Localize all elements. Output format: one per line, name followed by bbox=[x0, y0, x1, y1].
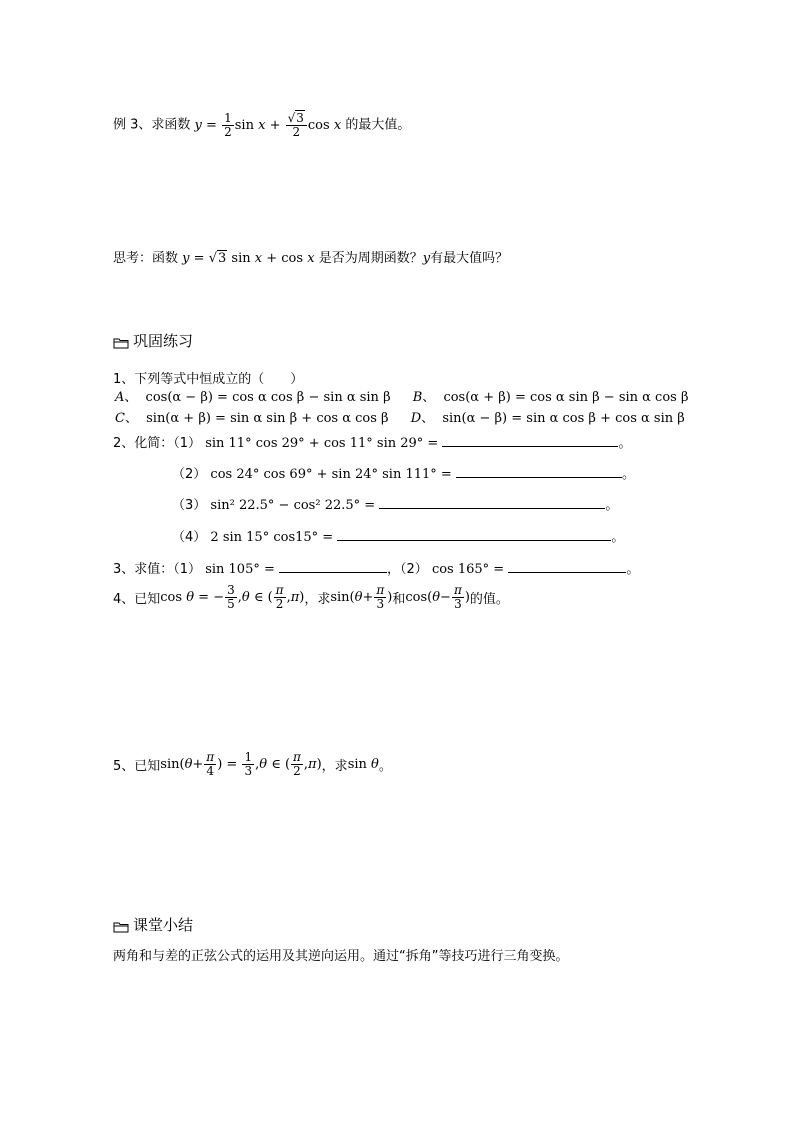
answer-blank[interactable] bbox=[279, 560, 387, 573]
q2-expr-3: sin² 22.5° − cos² 22.5° = bbox=[210, 498, 376, 513]
q1-stem: 1、下列等式中恒成立的（ ） bbox=[113, 372, 304, 387]
q3: 3、求值：（1） sin 105° = ，（2） cos 165° = 。 bbox=[113, 562, 640, 577]
q1-opt-c: sin(α + β) = sin α sin β + cos α cos β bbox=[146, 411, 389, 426]
section-heading-summary bbox=[113, 914, 193, 935]
think-suffix-var: y bbox=[422, 251, 431, 266]
q2-expr-4: 2 sin 15° cos15° = bbox=[210, 530, 334, 545]
answer-blank[interactable] bbox=[379, 496, 605, 509]
answer-blank[interactable] bbox=[337, 528, 611, 541]
q2-stem: 2、化简： bbox=[113, 436, 174, 451]
q2-item-2: （2） cos 24° cos 69° + sin 24° sin 111° = 。 bbox=[172, 467, 635, 482]
q5: 5、已知 sin( θ + $\frac{\pi}{4}$ ) = $\frac{1}{3}$ , θ ∈ ( $\frac{\pi}{2}$ , π ) ，求 sin θ 。 bbox=[113, 749, 392, 778]
q1-opt-c-label: C bbox=[115, 411, 125, 426]
q1-options-row2: C、 sin(α + β) = sin α sin β + cos α cos β D、 sin(α − β) = sin α cos β + cos α sin β bbox=[115, 411, 685, 426]
q1-options-row1: A、 cos(α − β) = cos α cos β − sin α sin β B、 cos(α + β) = cos α sin β − sin α cos β bbox=[115, 390, 689, 405]
q1-opt-a-label: A bbox=[115, 390, 125, 405]
q1-opt-a: cos(α − β) = cos α cos β − sin α sin β bbox=[145, 390, 391, 405]
think-question bbox=[113, 247, 508, 266]
think-prefix: 思考：函数 bbox=[113, 251, 179, 266]
q4: 4、已知 cos θ = − $\frac{3}{5}$ , θ ∈ ( $\frac{\pi}{2}$ , π ) ，求 sin( θ + $\frac{\pi}{3}$ ) 和 cos( θ − $\frac{\pi}{3}$ ) 的值。 bbox=[113, 582, 509, 611]
folder-icon bbox=[113, 919, 129, 931]
example-3 bbox=[113, 112, 410, 138]
q1-opt-b-label: B bbox=[412, 390, 423, 405]
folder-icon bbox=[113, 335, 129, 347]
answer-blank[interactable] bbox=[442, 434, 618, 447]
q1-opt-b: cos(α + β) = cos α sin β − sin α cos β bbox=[443, 390, 689, 405]
q4-stem: 4、已知 bbox=[113, 591, 161, 607]
q5-stem: 5、已知 bbox=[113, 758, 161, 774]
think-suffix: 是否为周期函数？ bbox=[318, 251, 423, 266]
q2-expr-1: sin 11° cos 29° + cos 11° sin 29° = bbox=[205, 436, 439, 451]
section-title: 课堂小结 bbox=[133, 916, 194, 934]
think-formula: y = √3 sin x + cos x bbox=[182, 251, 315, 266]
q3-stem: 3、求值： bbox=[113, 562, 174, 577]
example-3-formula: y = $\frac{1}{2}$ sin x + $\frac{√3}{2}$ cos x bbox=[194, 111, 342, 139]
q2-expr-2: cos 24° cos 69° + sin 24° sin 111° = bbox=[210, 467, 452, 482]
answer-blank[interactable] bbox=[508, 560, 626, 573]
q2-item-1: 2、化简：（1） sin 11° cos 29° + cos 11° sin 29° = 。 bbox=[113, 436, 632, 451]
q2-item-3: （3） sin² 22.5° − cos² 22.5° = 。 bbox=[172, 498, 619, 513]
q2-item-4: （4） 2 sin 15° cos15° = 。 bbox=[172, 530, 625, 545]
summary-text: 两角和与差的正弦公式的运用及其逆向运用。通过“拆角”等技巧进行三角变换。 bbox=[113, 949, 569, 964]
q1-opt-d-label: D bbox=[410, 411, 422, 426]
example-3-suffix: 的最大值。 bbox=[345, 117, 411, 133]
q1-opt-d: sin(α − β) = sin α cos β + cos α sin β bbox=[442, 411, 685, 426]
section-heading-practice bbox=[113, 330, 193, 351]
example-3-prefix: 例 3、求函数 bbox=[113, 117, 191, 133]
section-title: 巩固练习 bbox=[133, 332, 194, 350]
answer-blank[interactable] bbox=[456, 465, 622, 478]
think-suffix2: 有最大值吗？ bbox=[430, 251, 509, 266]
